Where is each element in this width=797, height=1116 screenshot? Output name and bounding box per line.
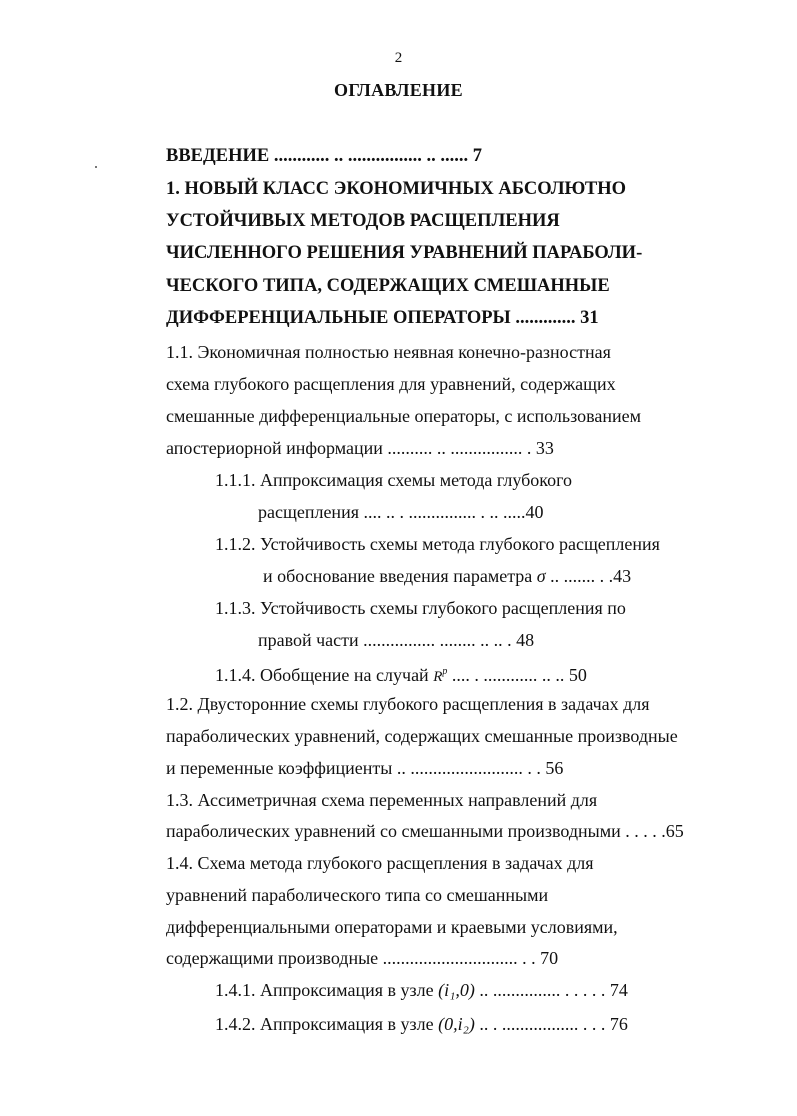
toc-leader: .. . ................. . . . (474, 1014, 610, 1034)
toc-entry-intro[interactable] (166, 145, 482, 167)
toc-subsection-1-1-3-line2[interactable] (258, 629, 534, 651)
toc-page: 48 (516, 630, 535, 650)
toc-page: 70 (540, 948, 559, 968)
toc-leader: ................ ........ .. .. . (358, 630, 517, 650)
toc-section-1-4-line1[interactable]: 1.4. Схема метода глубокого расщепления в задачах для (166, 853, 594, 873)
toc-leader: . . . . . (620, 821, 666, 841)
toc-page: 40 (525, 502, 544, 522)
toc-subsection-1-4-1[interactable] (215, 979, 628, 1001)
sigma-symbol: σ (536, 566, 546, 586)
toc-chapter-1-line2[interactable]: УСТОЙЧИВЫХ МЕТОДОВ РАСЩЕПЛЕНИЯ (166, 211, 560, 231)
toc-entry-text: апостериорной информации (166, 438, 383, 458)
toc-section-1-4-line4[interactable] (166, 947, 558, 969)
toc-entry-text: 1.1.4. Обобщение на случай (215, 665, 429, 685)
toc-leader: .............................. . . (378, 948, 541, 968)
toc-entry-text: правой части (258, 630, 359, 650)
toc-section-1-1-line4[interactable] (166, 437, 554, 459)
toc-chapter-1-line4[interactable]: ЧЕСКОГО ТИПА, СОДЕРЖАЩИХ СМЕШАННЫЕ (166, 276, 610, 296)
toc-page: 65 (665, 821, 684, 841)
toc-subsection-1-1-1-line2[interactable] (258, 501, 543, 523)
toc-leader: .. ......................... . . (392, 758, 546, 778)
toc-subsection-1-1-2-line1[interactable]: 1.1.2. Устойчивость схемы метода глубокого расщепления (215, 534, 660, 554)
toc-section-1-2-line2[interactable]: параболических уравнений, содержащих смешанные производные (166, 726, 678, 746)
toc-subsection-1-1-1-line1[interactable]: 1.1.1. Аппроксимация схемы метода глубокого (215, 470, 573, 490)
toc-section-1-4-line3[interactable]: дифференциальными операторами и краевыми условиями, (166, 917, 618, 937)
toc-entry-text: 1.4.1. Аппроксимация в узле (215, 980, 434, 1000)
toc-page: 7 (472, 146, 482, 166)
toc-entry-text: расщепления (258, 502, 359, 522)
toc-leader: .... . ............ .. .. (447, 665, 569, 685)
toc-section-1-1-line1[interactable]: 1.1. Экономичная полностью неявная конечно-разностная (166, 342, 611, 362)
toc-entry-text: ВВЕДЕНИЕ (166, 146, 270, 166)
toc-entry-text: содержащими производные (166, 948, 379, 968)
toc-section-1-4-line2[interactable]: уравнений параболического типа со смешанными (166, 885, 549, 905)
toc-title: ОГЛАВЛЕНИЕ (334, 80, 463, 100)
toc-entry-text: 1.4.2. Аппроксимация в узле (215, 1014, 434, 1034)
toc-page: 56 (545, 758, 564, 778)
toc-section-1-3-line2[interactable] (166, 820, 684, 842)
toc-subsection-1-1-3-line1[interactable]: 1.1.3. Устойчивость схемы глубокого расщепления по (215, 598, 626, 618)
toc-section-1-2-line3[interactable] (166, 757, 563, 779)
page-number: 2 (394, 50, 403, 66)
toc-entry-text: и переменные коэффициенты (166, 758, 393, 778)
toc-chapter-1-line3[interactable]: ЧИСЛЕННОГО РЕШЕНИЯ УРАВНЕНИЙ ПАРАБОЛИ- (166, 243, 643, 263)
toc-section-1-2-line1[interactable]: 1.2. Двусторонние схемы глубокого расщепления в задачах для (166, 694, 650, 714)
r-symbol-sup: p (442, 666, 448, 677)
toc-entry-text: и обоснование введения параметра (263, 566, 533, 586)
toc-section-1-1-line2[interactable]: схема глубокого расщепления для уравнений, содержащих (166, 374, 616, 394)
toc-page: 31 (580, 308, 599, 328)
toc-subsection-1-1-4[interactable] (215, 661, 587, 688)
node-coordinates: (i₁,0) (438, 980, 475, 1000)
toc-section-1-3-line1[interactable]: 1.3. Ассиметричная схема переменных направлений для (166, 790, 598, 810)
toc-leader: .......... .. ................ . (382, 438, 536, 458)
scan-speck (95, 166, 97, 168)
toc-page: 43 (613, 566, 632, 586)
toc-entry-text: ДИФФЕРЕНЦИАЛЬНЫЕ ОПЕРАТОРЫ (166, 308, 511, 328)
toc-leader: ............. (510, 308, 581, 328)
toc-leader: .. ....... . . (545, 566, 614, 586)
toc-page: 74 (609, 980, 628, 1000)
toc-entry-text: параболических уравнений со смешанными производными (166, 821, 621, 841)
r-symbol-base: R (433, 669, 443, 685)
toc-section-1-1-line3[interactable]: смешанные дифференциальные операторы, с использованием (166, 406, 641, 426)
toc-subsection-1-1-2-line2[interactable] (263, 565, 631, 587)
toc-leader: .... .. . ............... . .. ..... (358, 502, 526, 522)
toc-subsection-1-4-2[interactable] (215, 1013, 628, 1035)
toc-chapter-1-line5[interactable] (166, 307, 599, 329)
toc-leader: ............ .. ................ .. ...... (269, 146, 473, 166)
node-coordinates: (0,i₂) (438, 1014, 475, 1034)
toc-page: 76 (609, 1014, 628, 1034)
toc-page: 50 (568, 665, 587, 685)
toc-leader: .. ............... . . . . . (474, 980, 610, 1000)
r-symbol (433, 665, 447, 685)
toc-page: 33 (535, 438, 554, 458)
toc-chapter-1-line1[interactable]: 1. НОВЫЙ КЛАСС ЭКОНОМИЧНЫХ АБСОЛЮТНО (166, 179, 626, 199)
